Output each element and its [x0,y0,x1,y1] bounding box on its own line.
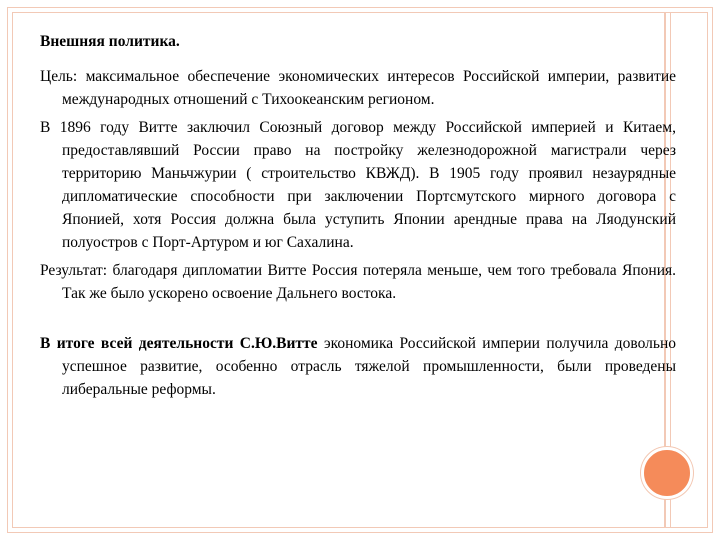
conclusion-text: экономика Российской империи получила довольно успешное развитие, особенно отрасль тяжелой промышленности, были проведены либеральные реформы. [62,335,676,398]
result-paragraph: Результат: благодаря дипломатии Витте Россия потеряла меньше, чем того требовала Япония. Так же было ускорено освоение Дальнего востока. [40,262,676,302]
slide-content [40,30,676,406]
goal-paragraph: Цель: максимальное обеспечение экономических интересов Российской империи, развитие международных отношений с Тихоокеанским регионом. [40,68,676,108]
treaty-paragraph: В 1896 году Витте заключил Союзный договор между Российской империей и Китаем, предоставлявший России право на постройку железнодорожной магистрали через территорию Маньчжурии ( строительство КВЖД). В 1905 году проявил незаурядные дипломатические способности при заключении Портсмутского мирного договора с Японией, хотя Россия должна была уступить Японии арендные права на Ляодунский полуостров с Порт-Артуром и юг Сахалина. [40,119,676,251]
conclusion-paragraph [40,332,676,401]
decor-circle-icon [641,447,693,499]
slide-title: Внешняя политика. [40,33,180,50]
conclusion-bold-text: В итоге всей деятельности С.Ю.Витте [40,335,318,352]
paragraph-spacer [40,310,676,332]
